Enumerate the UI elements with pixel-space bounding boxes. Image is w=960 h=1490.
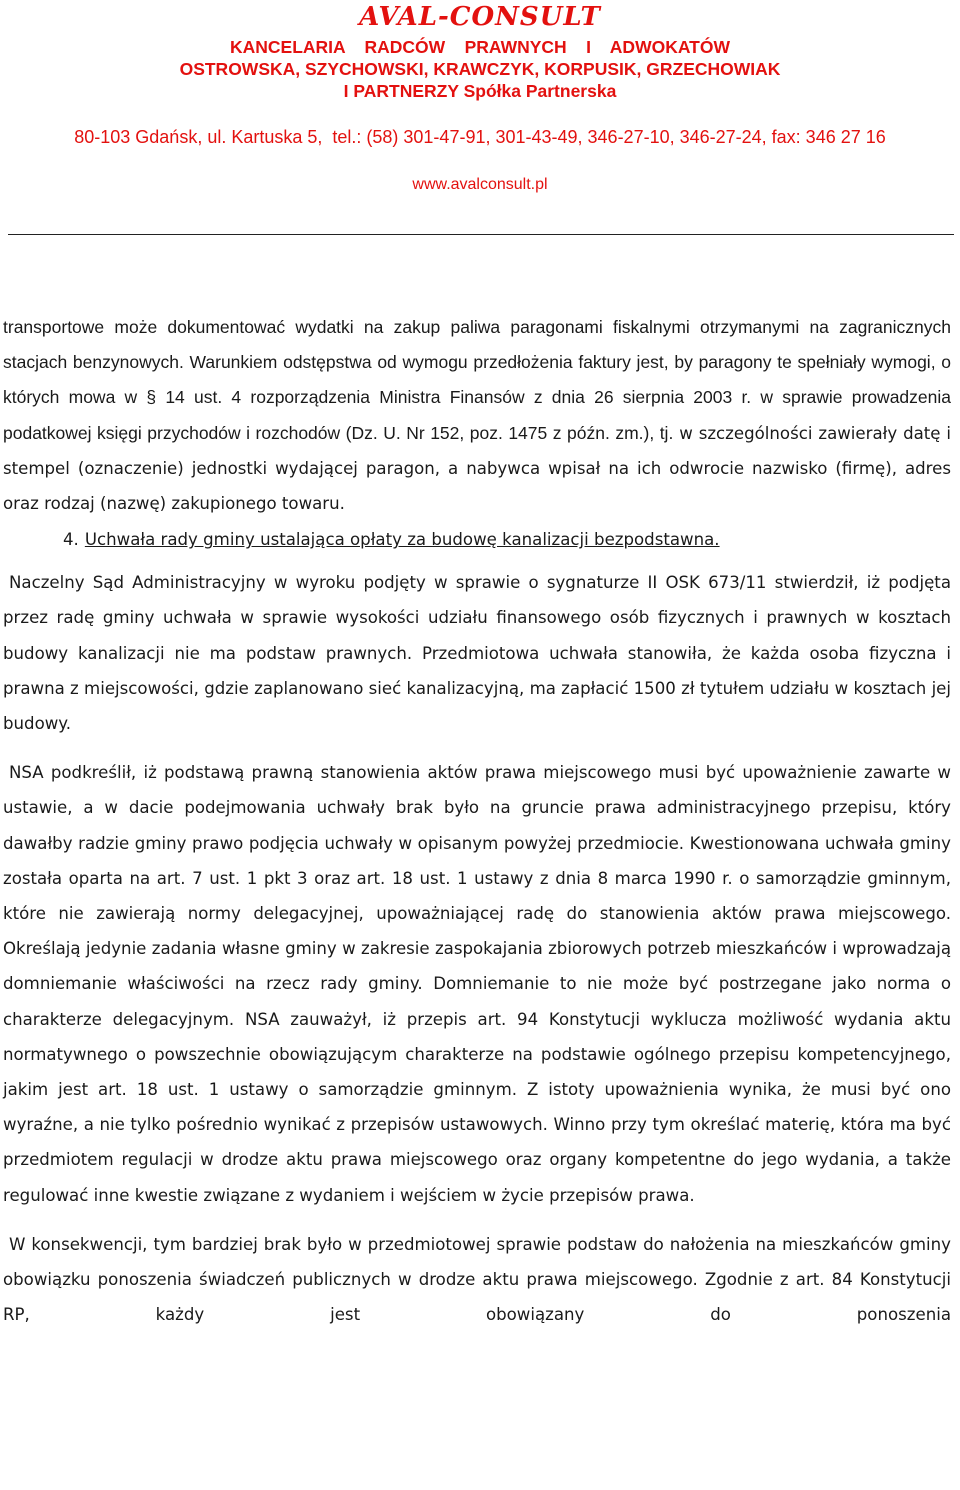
paragraph-nsa-reasoning: NSA podkreślił, iż podstawą prawną stanowienia aktów prawa miejscowego musi być upoważnienie zawarte w ustawie, a w dacie podejmowania uchwały brak było na gruncie prawa administracyjnego przepisu, który dawałby radzie gminy prawo podjęcia uchwały w opisanym powyżej przedmiocie. Kwestionowana uchwała gminy została oparta na art. 7 ust. 1 pkt 3 oraz art. 18 ust. 1 ustawy z dnia 8 marca 1990 r. o samorządzie gminnym, które nie zawierają normy delegacyjnej, upoważniającej radę do stanowienia aktów prawa miejscowego. Określają jedynie zadania własne gminy w zakresie zaspokajania zbiorowych potrzeb mieszkańców i wprowadzają domniemanie właściwości na rzecz rady gminy. Domniemanie to nie może być postrzegane jako norma o charakterze delegacyjnym. NSA zauważył, iż przepis art. 94 Konstytucji wyklucza możliwość wydania aktu normatywnego o powszechnie obowiązującym charakterze na podstawie ogólnego przepisu kompetencyjnego, jakim jest art. 18 ust. 1 ustawy o samorządzie gminnym. Z istoty upoważnienia wynika, że musi być ono wyraźne, a nie tylko pośrednio wynikać z przepisów ustawowych. Winno przy tym określać materię, która ma być przedmiotem regulacji w drodze aktu prawa miejscowego oraz organy kompetentne do jego wydania, a także regulować inne kwestie związane z wydaniem i wejściem w życie przepisów prawa.: [3, 763, 951, 1205]
website-link[interactable]: www.avalconsult.pl: [412, 176, 548, 193]
address-line: 80-103 Gdańsk, ul. Kartuska 5, tel.: (58) 301-47-91, 301-43-49, 346-27-10, 346-27-24, fax: 346 27 16: [74, 127, 886, 147]
paragraph-nsa-ruling: Naczelny Sąd Administracyjny w wyroku podjęty w sprawie o sygnaturze II OSK 673/11 stwierdził, iż podjęta przez radę gminy uchwała w sprawie wysokości udziału finansowego osób fizycznych i prawnych w kosztach budowy kanalizacji nie ma podstaw prawnych. Przedmiotowa uchwała stanowiła, że każda osoba fizyczna i prawna z miejscowości, gdzie zaplanowano sieć kanalizacyjną, ma zapłacić 1500 zł tytułem udziału w kosztach jej budowy.: [3, 573, 951, 734]
section-title: Uchwała rady gminy ustalająca opłaty za budowę kanalizacji bezpodstawna.: [84, 530, 720, 550]
firm-type-line: KANCELARIA RADCÓW PRAWNYCH I ADWOKATÓW: [229, 37, 730, 57]
paragraph-consequences: W konsekwencji, tym bardziej brak było w przedmiotowej sprawie podstaw do nałożenia na mieszkańców gminy obowiązku ponoszenia świadczeń publicznych w drodze aktu prawa miejscowego. Zgodnie z art. 84 Konstytucji RP, każdy jest obowiązany do ponoszenia: [3, 1234, 951, 1325]
section-number: 4.: [63, 530, 79, 550]
company-logo: AVAL-CONSULT: [359, 2, 601, 32]
paragraph-fuel-receipts-part1: transportowe może dokumentować wydatki na zakup paliwa paragonami fiskalnymi otrzymanymi na zagranicznych stacjach benzynowych. Warunkiem odstępstwa od wymogu przedłożenia faktury jest, by paragony te spełniały wymogi, o których mowa w § 14 ust. 4 rozporządzenia Ministra Finansów z dnia 26 sierpnia 2003 r. w sprawie prowadzenia podatkowej księgi przychodów i rozchodów (Dz. U. Nr 152, poz. 1475 z późn. zm.), tj.: [3, 317, 951, 443]
partnership-line: I PARTNERZY Spółka Partnerska: [343, 81, 617, 101]
paragraph-fuel-receipts: [3, 310, 951, 521]
letterhead-divider: [8, 234, 954, 235]
document-body: [3, 310, 951, 1332]
paragraph-fuel-receipts-part2: w szczególności zawierały datę i stempel (oznaczenie) jednostki wydającej paragon, a nabywca wpisał na ich odwrocie nazwisko (firmę), adres oraz rodzaj (nazwę) zakupionego towaru.: [3, 423, 952, 514]
section-heading: [3, 522, 951, 557]
partner-names-line: OSTROWSKA, SZYCHOWSKI, KRAWCZYK, KORPUSIK, GRZECHOWIAK: [179, 59, 781, 79]
